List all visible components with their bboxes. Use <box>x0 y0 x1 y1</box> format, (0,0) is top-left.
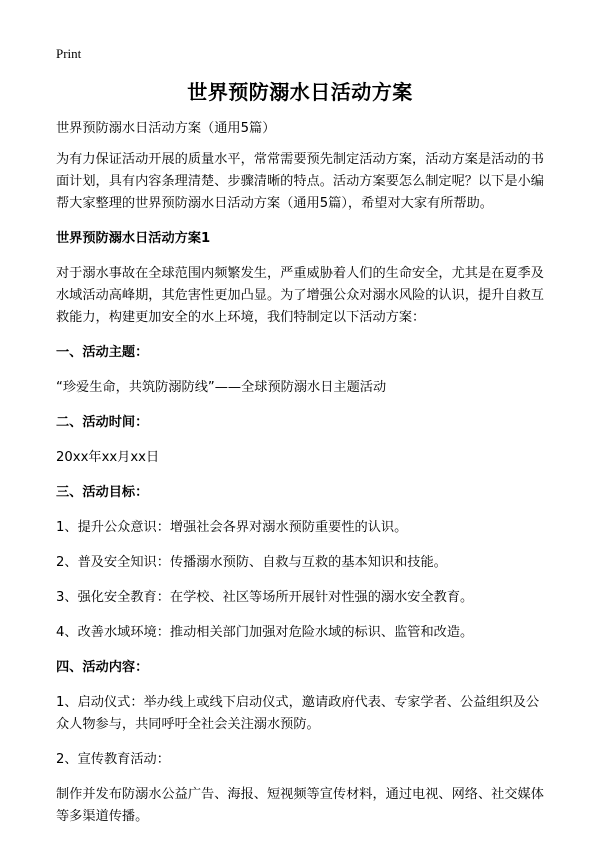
section-paragraph: 对于溺水事故在全球范围内频繁发生，严重威胁着人们的生命安全，尤其是在夏季及水域活动高峰期，其危害性更加凸显。为了增强公众对溺水风险的认识，提升自救互救能力，构建更加安全的水上环境，我们特制定以下活动方案： <box>56 266 544 325</box>
goal-item: 1、提升公众意识：增强社会各界对溺水预防重要性的认识。 <box>56 520 408 535</box>
goal-item: 2、普及安全知识：传播溺水预防、自救与互救的基本知识和技能。 <box>56 555 447 570</box>
print-link[interactable]: Print <box>56 46 82 61</box>
theme-text: “珍爱生命，共筑防溺防线”——全球预防溺水日主题活动 <box>56 380 387 395</box>
document-body <box>56 118 552 841</box>
time-heading: 二、活动时间： <box>56 415 149 430</box>
content-heading: 四、活动内容： <box>56 660 149 675</box>
content-item: 1、启动仪式：举办线上或线下启动仪式，邀请政府代表、专家学者、公益组织及公众人物参与，共同呼吁全社会关注溺水预防。 <box>56 695 540 732</box>
content-item: 2、宣传教育活动： <box>56 752 170 767</box>
intro-paragraph: 为有力保证活动开展的质量水平，常常需要预先制定活动方案，活动方案是活动的书面计划，具有内容条理清楚、步骤清晰的特点。活动方案要怎么制定呢？以下是小编帮大家整理的世界预防溺水日活动方案（通用5篇），希望对大家有所帮助。 <box>56 152 544 211</box>
goal-item: 4、改善水域环境：推动相关部门加强对危险水域的标识、监管和改造。 <box>56 625 474 640</box>
goal-item: 3、强化安全教育：在学校、社区等场所开展针对性强的溺水安全教育。 <box>56 590 474 605</box>
page-title: 世界预防溺水日活动方案 <box>187 80 413 104</box>
time-text: 20xx年xx月xx日 <box>56 450 160 465</box>
section-heading: 世界预防溺水日活动方案1 <box>56 231 211 246</box>
theme-heading: 一、活动主题： <box>56 345 149 360</box>
content-item: 制作并发布防溺水公益广告、海报、短视频等宣传材料，通过电视、网络、社交媒体等多渠道传播。 <box>56 787 544 824</box>
document-subtitle: 世界预防溺水日活动方案（通用5篇） <box>56 121 276 136</box>
goals-heading: 三、活动目标： <box>56 485 149 500</box>
